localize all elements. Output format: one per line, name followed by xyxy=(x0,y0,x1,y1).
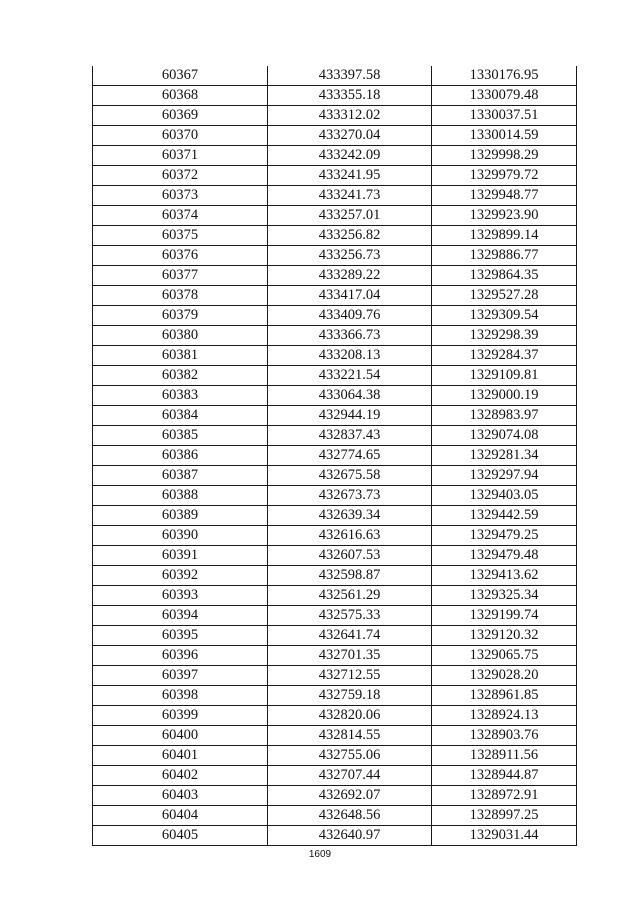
x-coordinate-cell: 433409.76 xyxy=(268,306,432,326)
table-row xyxy=(93,246,577,266)
y-coordinate-cell: 1330079.48 xyxy=(432,86,577,106)
point-id-cell: 60369 xyxy=(93,106,268,126)
x-coordinate-cell: 432692.07 xyxy=(268,786,432,806)
y-coordinate-cell: 1329979.72 xyxy=(432,166,577,186)
x-coordinate-cell: 432640.97 xyxy=(268,826,432,846)
x-coordinate-cell: 433221.54 xyxy=(268,366,432,386)
y-coordinate-cell: 1328983.97 xyxy=(432,406,577,426)
point-id-cell: 60378 xyxy=(93,286,268,306)
y-coordinate-cell: 1329479.48 xyxy=(432,546,577,566)
point-id-cell: 60381 xyxy=(93,346,268,366)
point-id-cell: 60402 xyxy=(93,766,268,786)
table-row xyxy=(93,766,577,786)
y-coordinate-cell: 1329297.94 xyxy=(432,466,577,486)
x-coordinate-cell: 433257.01 xyxy=(268,206,432,226)
table-row xyxy=(93,686,577,706)
table-row xyxy=(93,466,577,486)
x-coordinate-cell: 432598.87 xyxy=(268,566,432,586)
table-row xyxy=(93,206,577,226)
point-id-cell: 60367 xyxy=(93,66,268,86)
y-coordinate-cell: 1329065.75 xyxy=(432,646,577,666)
point-id-cell: 60397 xyxy=(93,666,268,686)
table-row xyxy=(93,806,577,826)
table-row xyxy=(93,826,577,846)
y-coordinate-cell: 1328944.87 xyxy=(432,766,577,786)
y-coordinate-cell: 1329281.34 xyxy=(432,446,577,466)
point-id-cell: 60392 xyxy=(93,566,268,586)
x-coordinate-cell: 432820.06 xyxy=(268,706,432,726)
x-coordinate-cell: 432675.58 xyxy=(268,466,432,486)
point-id-cell: 60368 xyxy=(93,86,268,106)
y-coordinate-cell: 1329120.32 xyxy=(432,626,577,646)
x-coordinate-cell: 433064.38 xyxy=(268,386,432,406)
point-id-cell: 60386 xyxy=(93,446,268,466)
page-number: 1609 xyxy=(308,849,332,860)
y-coordinate-cell: 1329948.77 xyxy=(432,186,577,206)
y-coordinate-cell: 1329074.08 xyxy=(432,426,577,446)
y-coordinate-cell: 1329000.19 xyxy=(432,386,577,406)
point-id-cell: 60375 xyxy=(93,226,268,246)
y-coordinate-cell: 1329298.39 xyxy=(432,326,577,346)
table-row xyxy=(93,746,577,766)
y-coordinate-cell: 1328903.76 xyxy=(432,726,577,746)
point-id-cell: 60391 xyxy=(93,546,268,566)
table-row xyxy=(93,286,577,306)
point-id-cell: 60380 xyxy=(93,326,268,346)
y-coordinate-cell: 1329028.20 xyxy=(432,666,577,686)
point-id-cell: 60377 xyxy=(93,266,268,286)
y-coordinate-cell: 1329403.05 xyxy=(432,486,577,506)
x-coordinate-cell: 432837.43 xyxy=(268,426,432,446)
y-coordinate-cell: 1329479.25 xyxy=(432,526,577,546)
x-coordinate-cell: 432701.35 xyxy=(268,646,432,666)
x-coordinate-cell: 432673.73 xyxy=(268,486,432,506)
point-id-cell: 60395 xyxy=(93,626,268,646)
table-row xyxy=(93,86,577,106)
point-id-cell: 60396 xyxy=(93,646,268,666)
table-row xyxy=(93,426,577,446)
y-coordinate-cell: 1328961.85 xyxy=(432,686,577,706)
y-coordinate-cell: 1329899.14 xyxy=(432,226,577,246)
table-row xyxy=(93,646,577,666)
table-row xyxy=(93,306,577,326)
y-coordinate-cell: 1329325.34 xyxy=(432,586,577,606)
point-id-cell: 60390 xyxy=(93,526,268,546)
point-id-cell: 60374 xyxy=(93,206,268,226)
point-id-cell: 60398 xyxy=(93,686,268,706)
y-coordinate-cell: 1329527.28 xyxy=(432,286,577,306)
y-coordinate-cell: 1329923.90 xyxy=(432,206,577,226)
point-id-cell: 60370 xyxy=(93,126,268,146)
table-row xyxy=(93,66,577,86)
point-id-cell: 60389 xyxy=(93,506,268,526)
x-coordinate-cell: 433241.95 xyxy=(268,166,432,186)
table-row xyxy=(93,146,577,166)
coordinates-table xyxy=(92,66,577,846)
table-row xyxy=(93,406,577,426)
point-id-cell: 60405 xyxy=(93,826,268,846)
table-row xyxy=(93,346,577,366)
x-coordinate-cell: 433256.73 xyxy=(268,246,432,266)
point-id-cell: 60399 xyxy=(93,706,268,726)
x-coordinate-cell: 433417.04 xyxy=(268,286,432,306)
table-row xyxy=(93,586,577,606)
x-coordinate-cell: 433256.82 xyxy=(268,226,432,246)
x-coordinate-cell: 432814.55 xyxy=(268,726,432,746)
x-coordinate-cell: 432639.34 xyxy=(268,506,432,526)
x-coordinate-cell: 432616.63 xyxy=(268,526,432,546)
table-row xyxy=(93,366,577,386)
table-row xyxy=(93,386,577,406)
table-row xyxy=(93,566,577,586)
x-coordinate-cell: 433289.22 xyxy=(268,266,432,286)
point-id-cell: 60379 xyxy=(93,306,268,326)
table-row xyxy=(93,446,577,466)
table-row xyxy=(93,626,577,646)
y-coordinate-cell: 1329309.54 xyxy=(432,306,577,326)
y-coordinate-cell: 1329284.37 xyxy=(432,346,577,366)
x-coordinate-cell: 432648.56 xyxy=(268,806,432,826)
point-id-cell: 60371 xyxy=(93,146,268,166)
y-coordinate-cell: 1329998.29 xyxy=(432,146,577,166)
table-row xyxy=(93,266,577,286)
x-coordinate-cell: 432607.53 xyxy=(268,546,432,566)
x-coordinate-cell: 433312.02 xyxy=(268,106,432,126)
y-coordinate-cell: 1328997.25 xyxy=(432,806,577,826)
x-coordinate-cell: 433366.73 xyxy=(268,326,432,346)
point-id-cell: 60393 xyxy=(93,586,268,606)
table-row xyxy=(93,126,577,146)
point-id-cell: 60394 xyxy=(93,606,268,626)
y-coordinate-cell: 1329199.74 xyxy=(432,606,577,626)
table-row xyxy=(93,666,577,686)
table-row xyxy=(93,186,577,206)
table-row xyxy=(93,706,577,726)
coordinates-table-body xyxy=(93,66,577,846)
point-id-cell: 60387 xyxy=(93,466,268,486)
x-coordinate-cell: 433397.58 xyxy=(268,66,432,86)
point-id-cell: 60403 xyxy=(93,786,268,806)
table-row xyxy=(93,166,577,186)
point-id-cell: 60388 xyxy=(93,486,268,506)
y-coordinate-cell: 1328972.91 xyxy=(432,786,577,806)
point-id-cell: 60373 xyxy=(93,186,268,206)
point-id-cell: 60401 xyxy=(93,746,268,766)
table-row xyxy=(93,226,577,246)
y-coordinate-cell: 1329886.77 xyxy=(432,246,577,266)
point-id-cell: 60384 xyxy=(93,406,268,426)
y-coordinate-cell: 1328911.56 xyxy=(432,746,577,766)
x-coordinate-cell: 432944.19 xyxy=(268,406,432,426)
point-id-cell: 60404 xyxy=(93,806,268,826)
x-coordinate-cell: 432707.44 xyxy=(268,766,432,786)
table-row xyxy=(93,326,577,346)
point-id-cell: 60383 xyxy=(93,386,268,406)
point-id-cell: 60385 xyxy=(93,426,268,446)
table-row xyxy=(93,526,577,546)
y-coordinate-cell: 1330014.59 xyxy=(432,126,577,146)
point-id-cell: 60372 xyxy=(93,166,268,186)
x-coordinate-cell: 432575.33 xyxy=(268,606,432,626)
x-coordinate-cell: 432759.18 xyxy=(268,686,432,706)
x-coordinate-cell: 433241.73 xyxy=(268,186,432,206)
y-coordinate-cell: 1328924.13 xyxy=(432,706,577,726)
point-id-cell: 60382 xyxy=(93,366,268,386)
y-coordinate-cell: 1329864.35 xyxy=(432,266,577,286)
point-id-cell: 60400 xyxy=(93,726,268,746)
x-coordinate-cell: 433355.18 xyxy=(268,86,432,106)
x-coordinate-cell: 433242.09 xyxy=(268,146,432,166)
table-row xyxy=(93,726,577,746)
table-row xyxy=(93,486,577,506)
table-row xyxy=(93,506,577,526)
table-row xyxy=(93,606,577,626)
x-coordinate-cell: 432755.06 xyxy=(268,746,432,766)
y-coordinate-cell: 1330037.51 xyxy=(432,106,577,126)
table-row xyxy=(93,786,577,806)
y-coordinate-cell: 1330176.95 xyxy=(432,66,577,86)
x-coordinate-cell: 432712.55 xyxy=(268,666,432,686)
x-coordinate-cell: 433270.04 xyxy=(268,126,432,146)
x-coordinate-cell: 432561.29 xyxy=(268,586,432,606)
y-coordinate-cell: 1329031.44 xyxy=(432,826,577,846)
x-coordinate-cell: 432774.65 xyxy=(268,446,432,466)
y-coordinate-cell: 1329413.62 xyxy=(432,566,577,586)
y-coordinate-cell: 1329109.81 xyxy=(432,366,577,386)
x-coordinate-cell: 433208.13 xyxy=(268,346,432,366)
table-row xyxy=(93,106,577,126)
x-coordinate-cell: 432641.74 xyxy=(268,626,432,646)
y-coordinate-cell: 1329442.59 xyxy=(432,506,577,526)
point-id-cell: 60376 xyxy=(93,246,268,266)
table-row xyxy=(93,546,577,566)
